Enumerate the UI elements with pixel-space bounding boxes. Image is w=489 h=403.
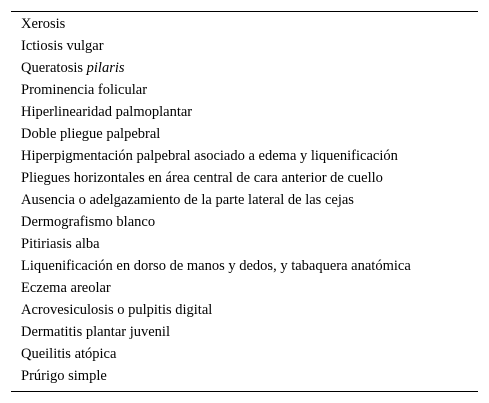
row-text: Ictiosis vulgar (21, 38, 104, 54)
table-row (11, 79, 478, 101)
table-row (11, 13, 478, 35)
row-text: Ausencia o adelgazamiento de la parte lateral de las cejas (21, 192, 354, 208)
table-row (11, 233, 478, 255)
row-text: Dermografismo blanco (21, 214, 156, 230)
row-text: Xerosis (21, 16, 66, 32)
row-text: Hiperpigmentación palpebral asociado a edema y liquenificación (21, 148, 398, 164)
table-row (11, 167, 478, 189)
table-row (11, 255, 478, 277)
table-row (11, 299, 478, 321)
table-row (11, 57, 478, 79)
row-text: Liquenificación en dorso de manos y dedos, y tabaquera anatómica (21, 258, 411, 274)
row-text: Prominencia folicular (21, 82, 148, 98)
findings-table (11, 11, 478, 392)
row-text: Doble pliegue palpebral (21, 126, 161, 142)
row-text-italic: pilaris (86, 60, 125, 76)
row-text: Dermatitis plantar juvenil (21, 324, 170, 340)
table-row (11, 145, 478, 167)
row-text: Acrovesiculosis o pulpitis digital (21, 302, 213, 318)
row-text: Queilitis atópica (21, 346, 117, 362)
table-row (11, 321, 478, 343)
table-row (11, 365, 478, 387)
table-row (11, 343, 478, 365)
table-row (11, 123, 478, 145)
row-text: Queratosis (21, 60, 87, 76)
row-text: Pitiriasis alba (21, 236, 100, 252)
row-text: Hiperlinearidad palmoplantar (21, 104, 193, 120)
table-row (11, 101, 478, 123)
row-text: Prúrigo simple (21, 368, 107, 384)
table-row (11, 277, 478, 299)
findings-list (11, 13, 478, 387)
table-row (11, 211, 478, 233)
row-text: Eczema areolar (21, 280, 111, 296)
table-row (11, 35, 478, 57)
row-text: Pliegues horizontales en área central de cara anterior de cuello (21, 170, 383, 186)
table-row (11, 189, 478, 211)
